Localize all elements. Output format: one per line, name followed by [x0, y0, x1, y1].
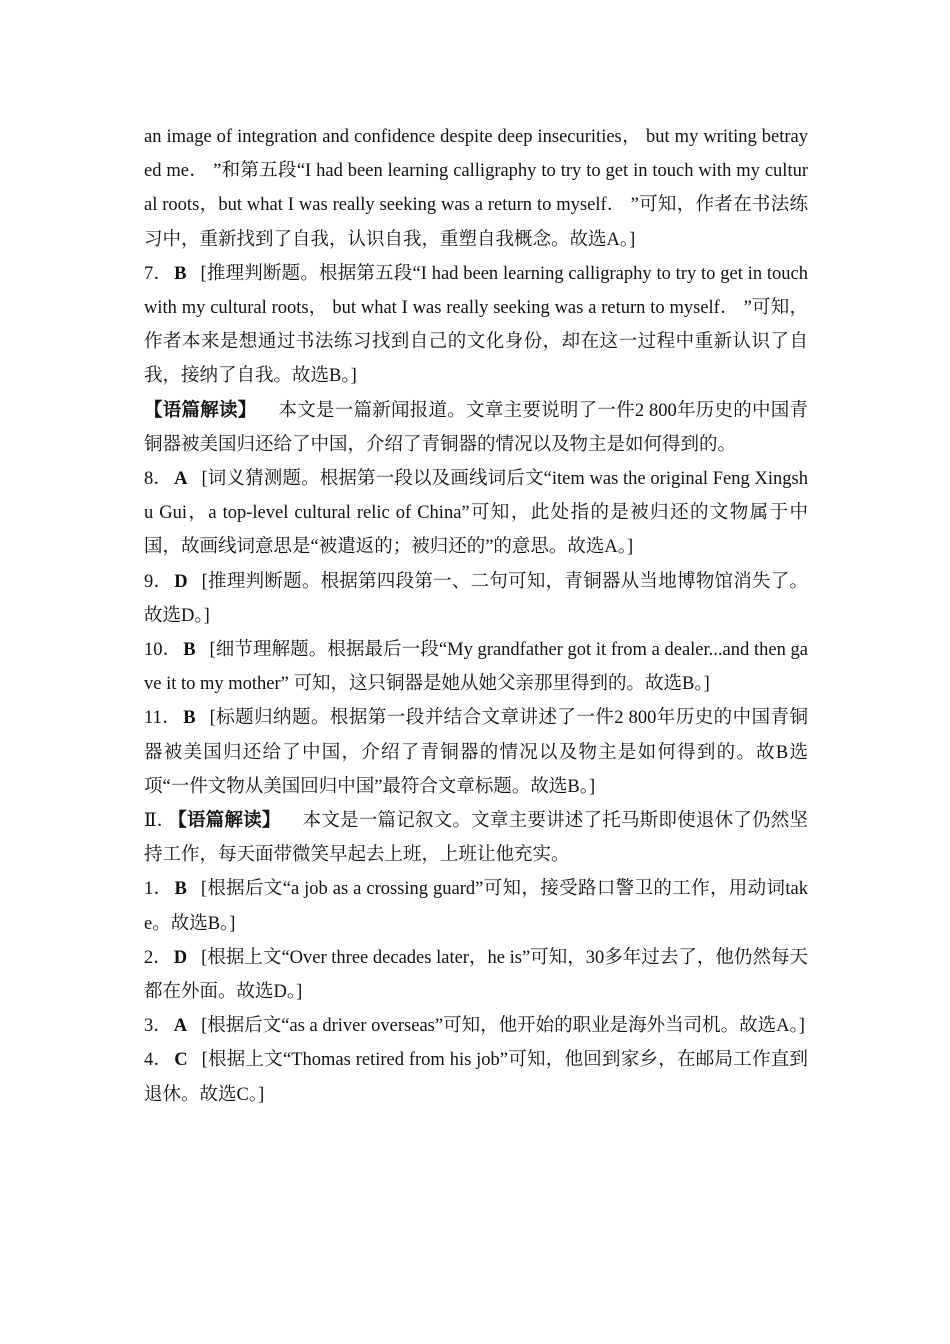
explanation-text: [根据上文“Thomas retired from his job”可知，他回到家乡，在邮局工作直到退休。故选C。] [144, 1050, 808, 1105]
explanation-text: [根据上文“Over three decades later，he is”可知，30多年过去了，他仍然每天都在外面。故选D。] [144, 947, 808, 1003]
paragraph-text: an image of integration and confidence despite deep insecurities， but my writing betrayed me． ”和第五段“I had been learning calligraphy to try to get in touch with my cultural roots，but what I was really seeking was a return to myself． ”可知，作者在书法练习中，重新找到了自我，认识自我，重塑自我概念。故选A。] [144, 127, 808, 250]
answer-letter: A [174, 469, 188, 490]
answer-letter: D [173, 947, 188, 968]
answer-item-7 [144, 257, 808, 394]
explanation-text: [细节理解题。根据最后一段“My grandfather got it from a dealer...and then gave it to my mother” 可知，这只铜器是她从她父亲那里得到的。故选B。] [144, 640, 808, 695]
cloze-answer-1 [144, 872, 808, 940]
cloze-answer-2 [144, 941, 808, 1009]
explanation-text: [词义猜测题。根据第一段以及画线词后文“item was the original Feng Xingshu Gui，a top-level cultural relic of China”可知，此处指的是被归还的文物属于中国，故画线词意思是“被遣返的；被归还的”的意思。故选A。] [144, 469, 808, 558]
answer-letter: C [174, 1050, 188, 1071]
section-numeral: Ⅱ． [144, 811, 176, 832]
answer-letter: B [174, 879, 187, 900]
answer-letter: B [183, 640, 196, 661]
question-number: 10． [144, 640, 182, 661]
question-number: 2． [144, 947, 172, 968]
interpretation-text: 本文是一篇记叙文。文章主要讲述了托马斯即使退休了仍然坚持工作，每天面带微笑早起去上班，上班让他充实。 [144, 811, 808, 866]
interpretation-text: 本文是一篇新闻报道。文章主要说明了一件2 800年历史的中国青铜器被美国归还给了中国，介绍了青铜器的情况以及物主是如何得到的。 [144, 400, 808, 455]
cloze-answer-4 [144, 1043, 808, 1111]
passage-interpretation-2 [144, 804, 808, 872]
question-number: 1． [144, 879, 173, 900]
paragraph-continuation [144, 120, 808, 257]
answer-letter: A [173, 1016, 188, 1037]
answer-explanations [144, 120, 808, 1112]
question-number: 7． [144, 263, 173, 284]
answer-letter: B [183, 708, 196, 729]
cloze-answer-3 [144, 1009, 808, 1043]
question-number: 11． [144, 708, 182, 729]
explanation-text: [根据后文“as a driver overseas”可知，他开始的职业是海外当司机。故选A。] [201, 1016, 805, 1037]
explanation-text: [根据后文“a job as a crossing guard”可知，接受路口警卫的工作，用动词take。故选B。] [144, 879, 808, 934]
question-number: 3． [144, 1016, 172, 1037]
answer-item-11 [144, 701, 808, 804]
question-number: 9． [144, 571, 173, 592]
explanation-text: [标题归纳题。根据第一段并结合文章讲述了一件2 800年历史的中国青铜器被美国归还给了中国，介绍了青铜器的情况以及物主是如何得到的。故B选项“一件文物从美国回归中国”最符合文章标题。故选B。] [144, 708, 808, 797]
answer-item-10 [144, 633, 808, 701]
question-number: 8． [144, 469, 173, 490]
answer-letter: B [174, 263, 187, 284]
section-tag: 【语篇解读】 [144, 400, 257, 421]
answer-item-9 [144, 565, 808, 633]
passage-interpretation-1 [144, 394, 808, 462]
question-number: 4． [144, 1050, 173, 1071]
answer-letter: D [174, 571, 188, 592]
explanation-text: [推理判断题。根据第五段“I had been learning calligraphy to try to get in touch with my cultural roots， but what I was really seeking was a return to myself． ”可知，作者本来是想通过书法练习找到自己的文化身份，却在这一过程中重新认识了自我，接纳了自我。故选B。] [144, 263, 808, 387]
section-tag: 【语篇解读】 [177, 811, 281, 832]
answer-item-8 [144, 462, 808, 565]
explanation-text: [推理判断题。根据第四段第一、二句可知，青铜器从当地博物馆消失了。故选D。] [144, 571, 808, 626]
